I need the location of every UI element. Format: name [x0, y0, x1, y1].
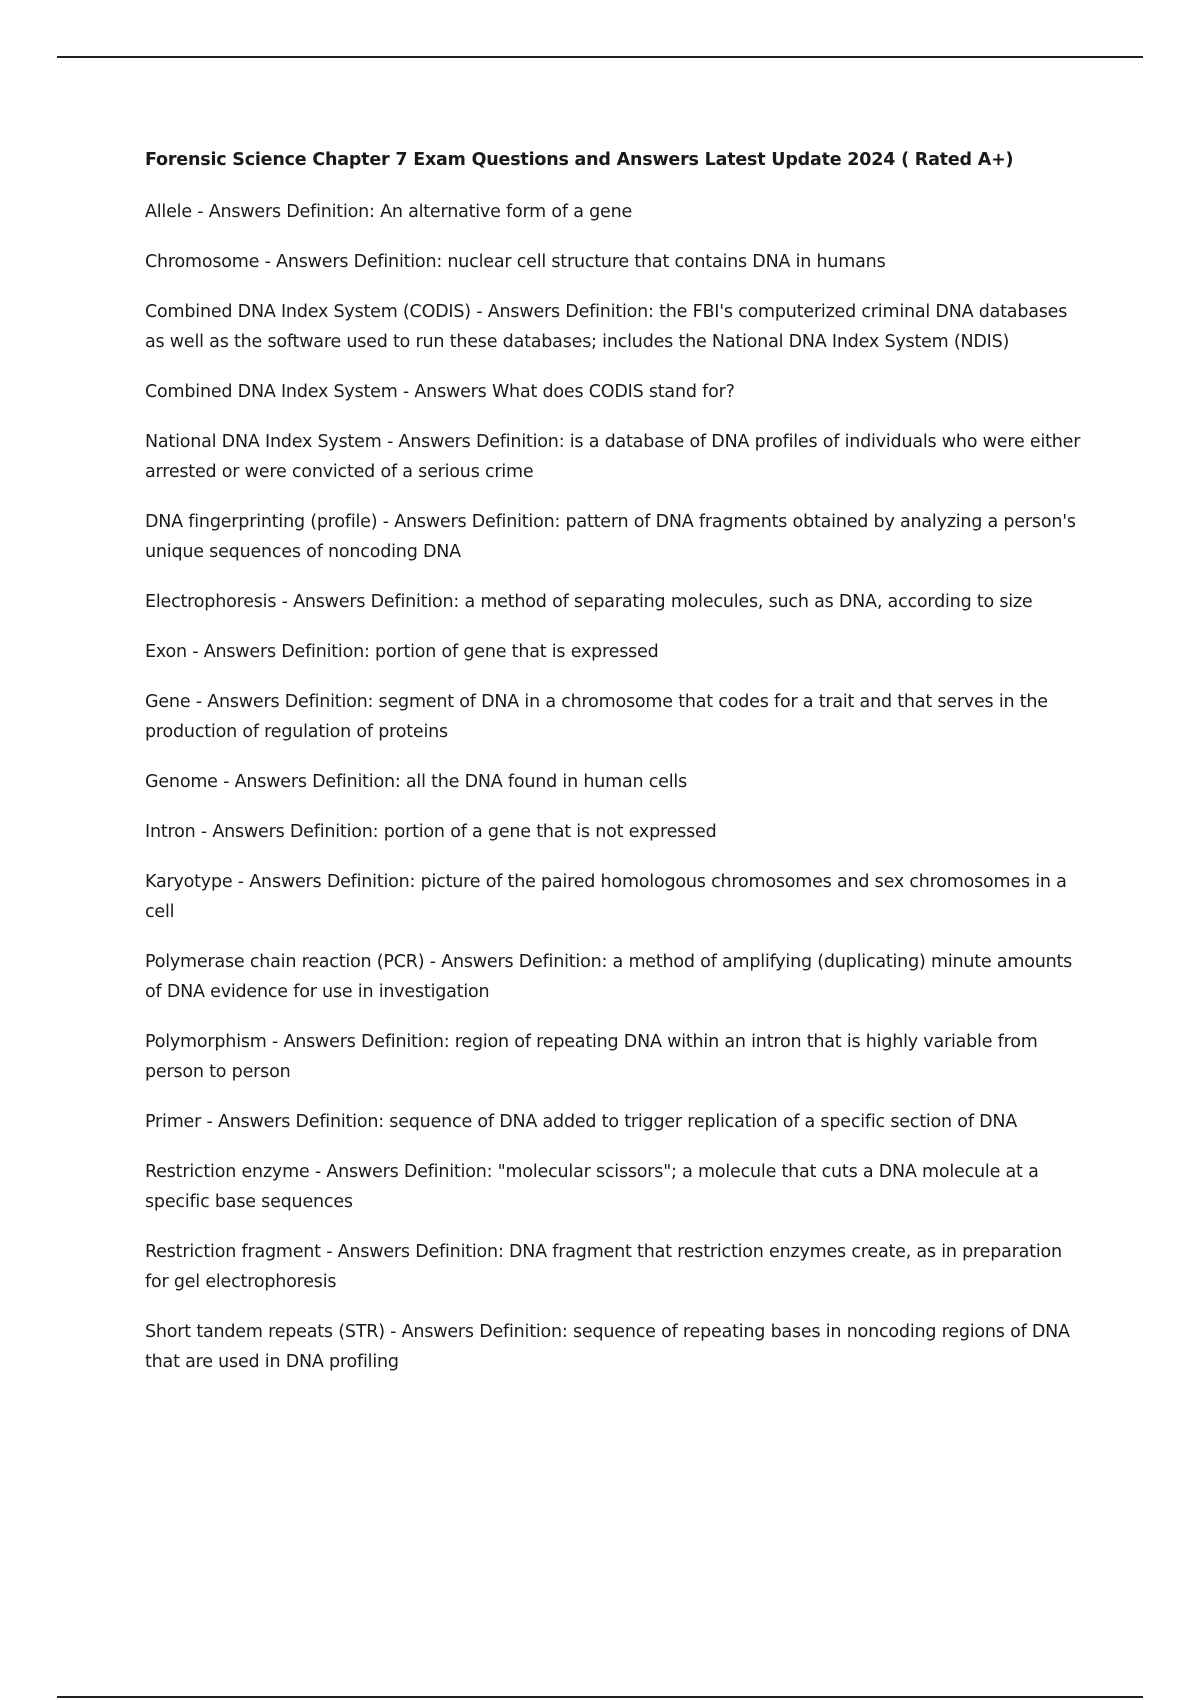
document-body	[145, 145, 1085, 1397]
entry-list	[145, 197, 1085, 1377]
entry-gene: Gene - Answers Definition: segment of DNA in a chromosome that codes for a trait and that serves in the production of regulation of proteins	[145, 692, 1048, 742]
entry-str: Short tandem repeats (STR) - Answers Definition: sequence of repeating bases in noncoding regions of DNA that are used in DNA profiling	[145, 1322, 1070, 1372]
entry-codis-question: Combined DNA Index System - Answers What does CODIS stand for?	[145, 382, 735, 402]
entry-dna-fingerprinting: DNA fingerprinting (profile) - Answers Definition: pattern of DNA fragments obtained by analyzing a person's unique sequences of noncoding DNA	[145, 512, 1076, 562]
entry-karyotype: Karyotype - Answers Definition: picture of the paired homologous chromosomes and sex chromosomes in a cell	[145, 872, 1067, 922]
entry-primer: Primer - Answers Definition: sequence of DNA added to trigger replication of a specific section of DNA	[145, 1112, 1018, 1132]
document-title: Forensic Science Chapter 7 Exam Questions and Answers Latest Update 2024 ( Rated A+)	[145, 150, 1014, 170]
entry-intron: Intron - Answers Definition: portion of a gene that is not expressed	[145, 822, 717, 842]
entry-ndis: National DNA Index System - Answers Definition: is a database of DNA profiles of individuals who were either arrested or were convicted of a serious crime	[145, 432, 1081, 482]
entry-chromosome: Chromosome - Answers Definition: nuclear cell structure that contains DNA in humans	[145, 252, 886, 272]
entry-restriction-enzyme: Restriction enzyme - Answers Definition: "molecular scissors"; a molecule that cuts a DNA molecule at a specific base sequences	[145, 1162, 1039, 1212]
entry-pcr: Polymerase chain reaction (PCR) - Answers Definition: a method of amplifying (duplicating) minute amounts of DNA evidence for use in investigation	[145, 952, 1073, 1002]
top-rule	[57, 56, 1143, 58]
entry-restriction-fragment: Restriction fragment - Answers Definition: DNA fragment that restriction enzymes create, as in preparation for gel electrophoresis	[145, 1242, 1062, 1292]
entry-genome: Genome - Answers Definition: all the DNA found in human cells	[145, 772, 687, 792]
entry-exon: Exon - Answers Definition: portion of gene that is expressed	[145, 642, 659, 662]
bottom-rule	[57, 1696, 1143, 1698]
entry-codis: Combined DNA Index System (CODIS) - Answers Definition: the FBI's computerized criminal DNA databases as well as the software used to run these databases; includes the National DNA Index System (NDIS)	[145, 302, 1068, 352]
entry-electrophoresis: Electrophoresis - Answers Definition: a method of separating molecules, such as DNA, according to size	[145, 592, 1033, 612]
entry-polymorphism: Polymorphism - Answers Definition: region of repeating DNA within an intron that is highly variable from person to person	[145, 1032, 1038, 1082]
entry-allele: Allele - Answers Definition: An alternative form of a gene	[145, 202, 633, 222]
